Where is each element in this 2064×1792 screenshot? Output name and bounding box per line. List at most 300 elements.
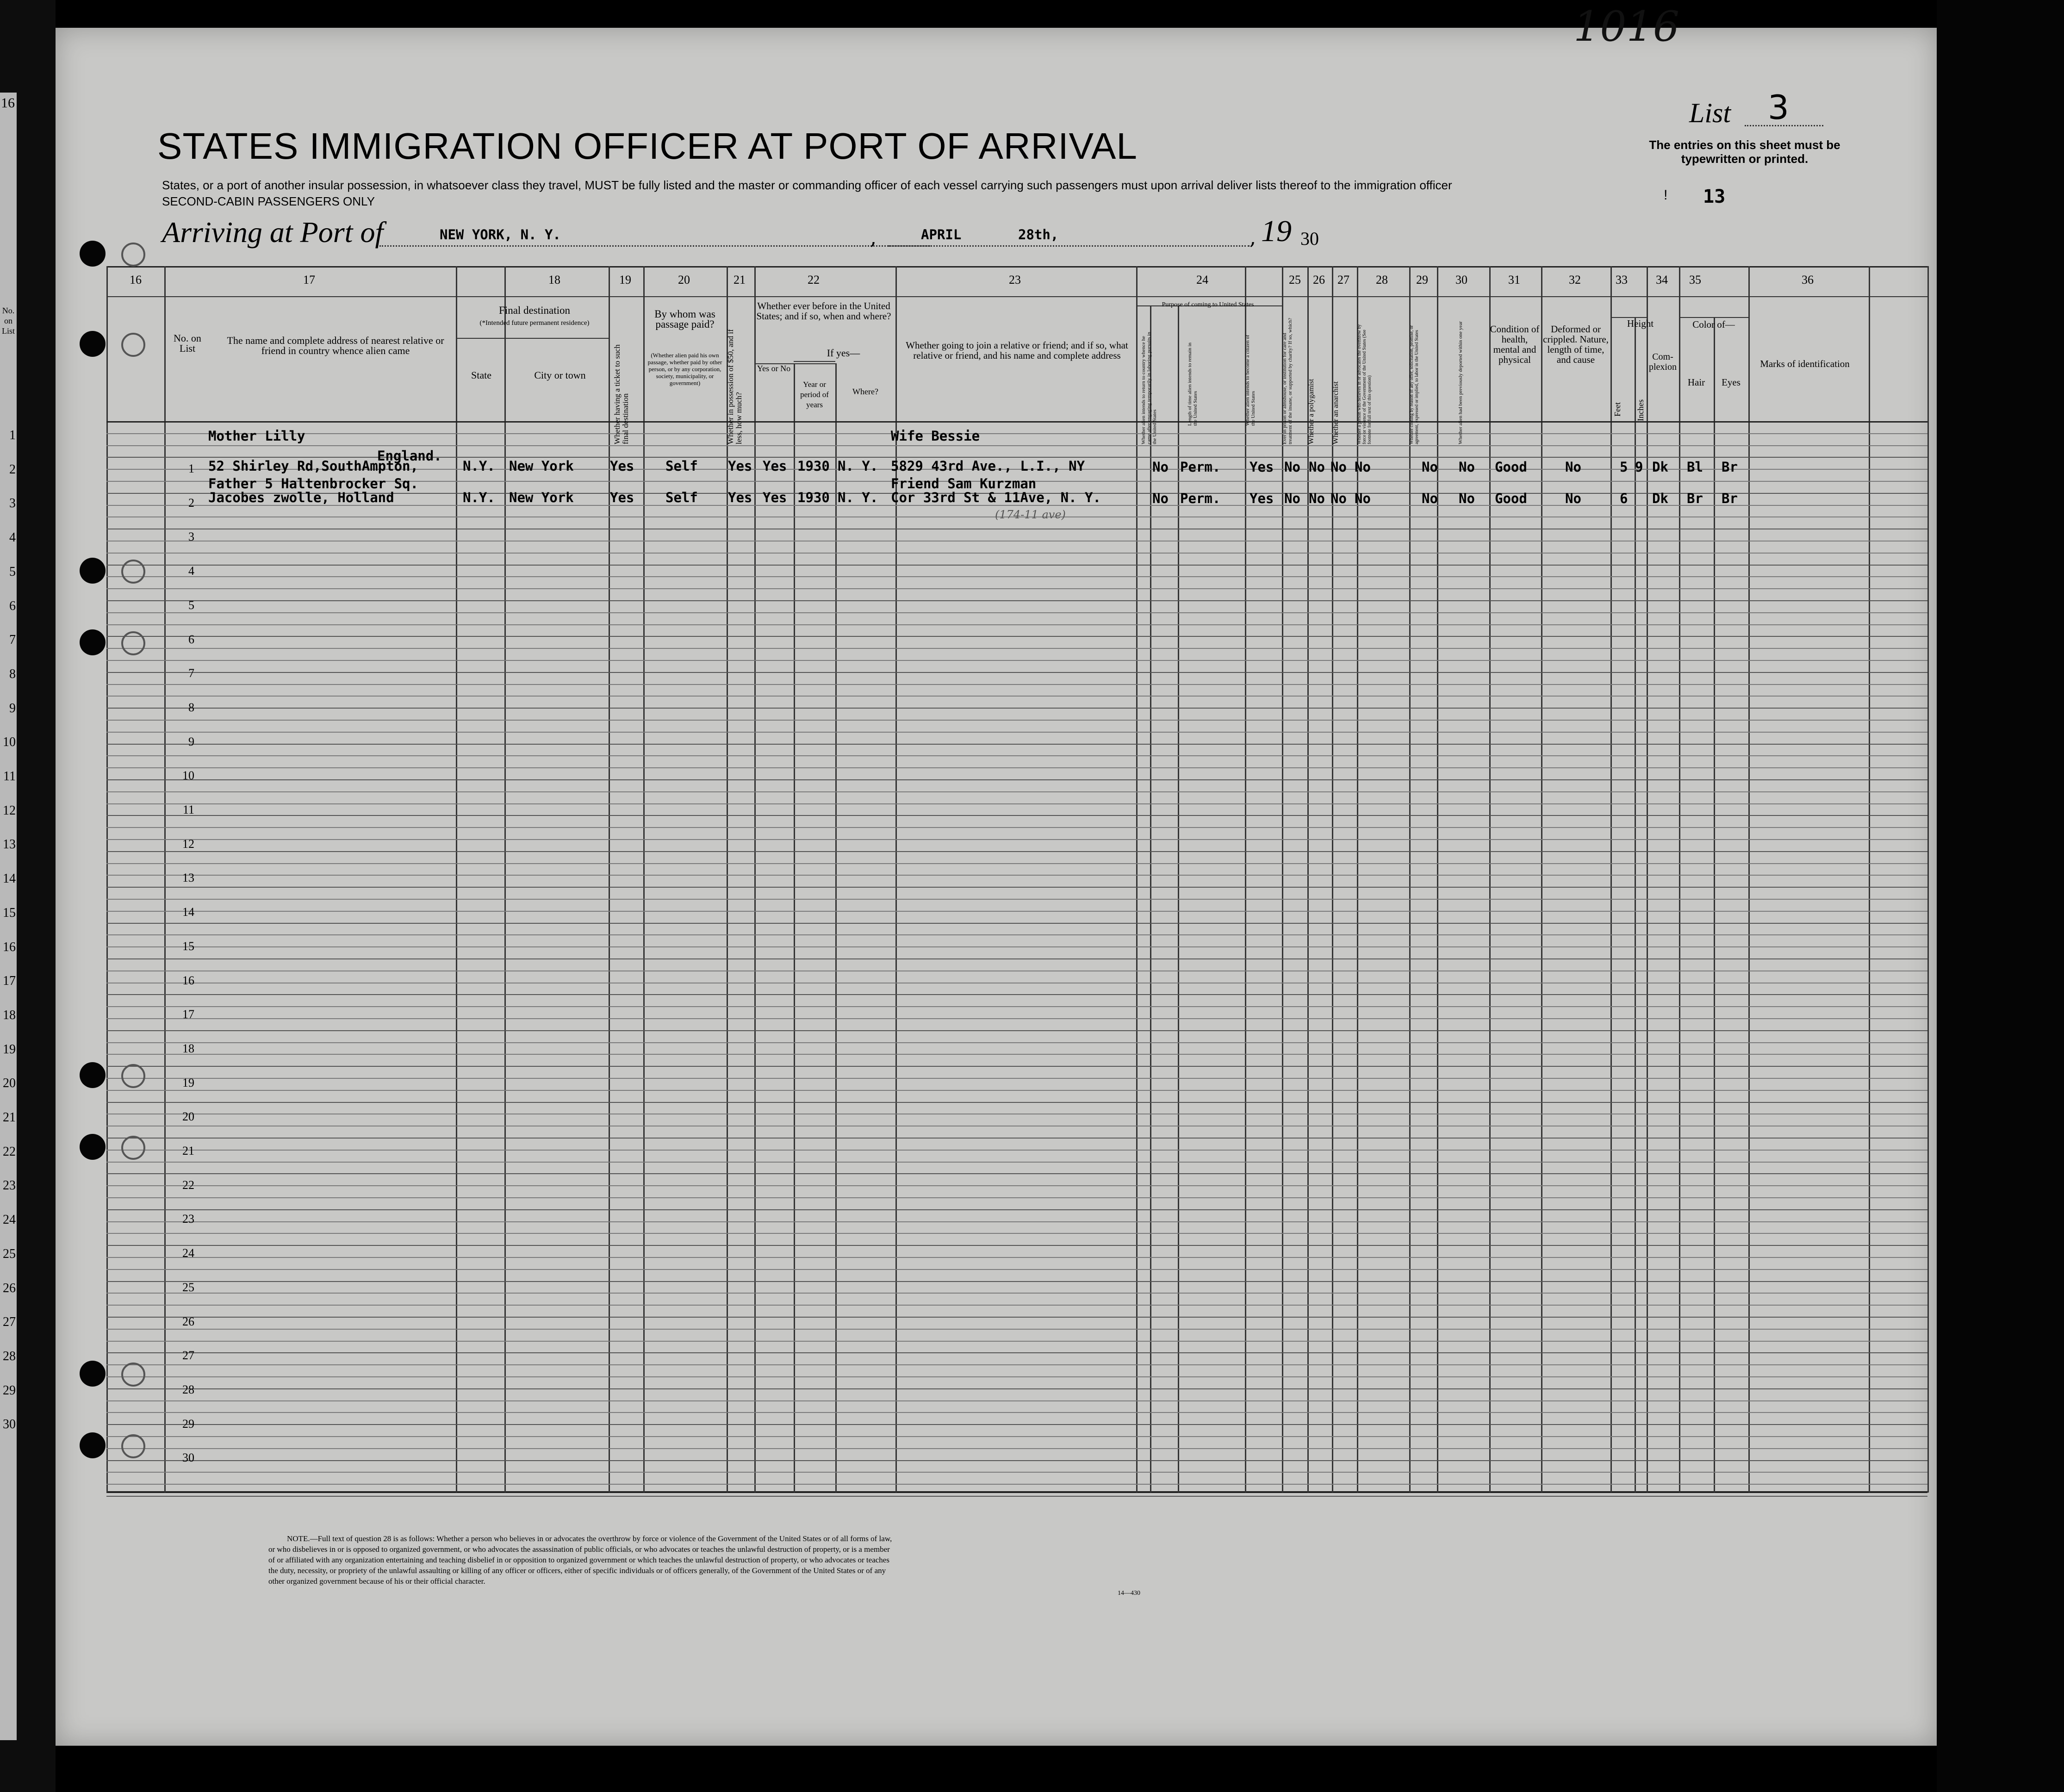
row-line bbox=[106, 1102, 1927, 1103]
binder-hole bbox=[80, 1062, 106, 1088]
previous-page-edge bbox=[0, 93, 17, 1740]
left-page-row-number: 3 bbox=[9, 496, 16, 511]
binder-hole-ring bbox=[121, 1064, 145, 1088]
subheader-divider bbox=[456, 338, 609, 339]
row-line bbox=[106, 958, 1927, 959]
row-line bbox=[106, 1436, 1927, 1437]
footnote-line-1: NOTE.—Full text of question 28 is as follows: Whether a person who believes in or advocates the overthrow by force or violence of the Government of the United States or of all forms of law, bbox=[287, 1534, 892, 1543]
header-final-destination: Final destination bbox=[499, 305, 570, 316]
header-anarchist: Whether an anarchist bbox=[1332, 381, 1340, 444]
column-number: 31 bbox=[1508, 273, 1520, 286]
row-line bbox=[106, 612, 1927, 613]
column-divider bbox=[1136, 266, 1138, 1493]
row-line bbox=[106, 1424, 1927, 1425]
row-number: 15 bbox=[182, 939, 194, 953]
paid-by-value: Self bbox=[665, 490, 698, 505]
q29-value: No bbox=[1422, 459, 1438, 475]
left-page-row-number: 4 bbox=[9, 530, 16, 545]
binder-hole bbox=[80, 629, 106, 655]
binder-hole-ring bbox=[121, 631, 145, 655]
health-value: Good bbox=[1495, 459, 1527, 475]
city-value: New York bbox=[509, 458, 574, 474]
left-page-row-number: 26 bbox=[3, 1281, 16, 1295]
header-ticket: Whether having a ticket to such final destination bbox=[613, 344, 630, 444]
header-city: City or town bbox=[534, 369, 586, 381]
row-number: 28 bbox=[182, 1382, 194, 1396]
header-paid-by: By whom was passage paid? bbox=[654, 308, 715, 330]
complexion-value: Dk bbox=[1652, 459, 1668, 475]
row-line bbox=[106, 887, 1927, 888]
joining-line-1: Wife Bessie bbox=[891, 428, 980, 444]
column-number-divider bbox=[106, 296, 1927, 297]
column-divider bbox=[1541, 266, 1542, 1493]
column-divider bbox=[754, 266, 756, 1493]
column-divider bbox=[1679, 266, 1680, 1493]
header-relative-address: The name and complete address of nearest relative or friend in country whence alien came bbox=[227, 335, 444, 356]
row-line bbox=[106, 1305, 1927, 1306]
row-line bbox=[106, 1066, 1927, 1067]
row-line bbox=[106, 1245, 1927, 1246]
row-line bbox=[106, 1448, 1927, 1449]
column-number: 29 bbox=[1416, 273, 1428, 286]
row-line bbox=[106, 708, 1927, 709]
header-joining: Whether going to join a relative or friend; and if so, what relative or friend, and his name and complete address bbox=[906, 340, 1128, 361]
left-page-row-number: 8 bbox=[9, 666, 16, 681]
column-divider bbox=[835, 363, 837, 1493]
year-suffix: 30 bbox=[1300, 228, 1319, 249]
header-complexion: Com- plexion bbox=[1649, 352, 1677, 372]
row-line bbox=[106, 1018, 1927, 1019]
year-value: 1930 bbox=[797, 490, 830, 505]
polygamist-value: No bbox=[1309, 491, 1325, 506]
header-eyes: Eyes bbox=[1722, 377, 1741, 388]
feet-value: 6 bbox=[1620, 491, 1628, 506]
inches-value: 9 bbox=[1635, 459, 1643, 475]
row-line bbox=[106, 755, 1927, 756]
row-line bbox=[106, 1317, 1927, 1318]
row-number: 19 bbox=[182, 1076, 194, 1089]
row-line bbox=[106, 624, 1927, 625]
citizen-value: Yes bbox=[1250, 491, 1274, 506]
binder-hole bbox=[80, 1134, 106, 1160]
where-value: N. Y. bbox=[838, 458, 878, 474]
column-number: 35 bbox=[1689, 273, 1701, 286]
date-underline bbox=[889, 244, 1250, 247]
column-number: 19 bbox=[619, 273, 631, 286]
row-line bbox=[106, 433, 1927, 434]
header-year-period: Year or period of years bbox=[800, 380, 829, 409]
row-number: 10 bbox=[182, 769, 194, 783]
state-value: N.Y. bbox=[463, 458, 495, 474]
row-line bbox=[106, 791, 1927, 792]
table-bottom-border bbox=[106, 1491, 1927, 1493]
ever-before-value: Yes bbox=[763, 458, 787, 474]
header-q30: Whether alien had been previously deported within one year bbox=[1458, 321, 1463, 444]
list-label: List bbox=[1689, 98, 1731, 128]
column-divider bbox=[609, 266, 610, 1493]
binder-hole-ring bbox=[121, 560, 145, 584]
column-divider bbox=[1409, 266, 1411, 1493]
header-q29: Whether coming by reason of any offer, solicitation, promise, or agreement, expressed or implied, to labor in the United States bbox=[1409, 325, 1419, 444]
form-number: 14—430 bbox=[1118, 1590, 1140, 1597]
column-divider bbox=[1489, 266, 1491, 1493]
complexion-value: Dk bbox=[1652, 491, 1668, 506]
column-divider bbox=[1437, 266, 1438, 1493]
header-purpose: Purpose of coming to United States bbox=[1162, 301, 1254, 308]
length-value: Perm. bbox=[1180, 491, 1221, 506]
column-divider bbox=[1869, 266, 1870, 1493]
row-line bbox=[106, 1388, 1927, 1389]
header-yes-or-no: Yes or No bbox=[757, 364, 791, 373]
column-divider bbox=[164, 266, 166, 1493]
row-number: 6 bbox=[188, 632, 194, 646]
prison-value: No bbox=[1284, 459, 1300, 475]
column-number: 18 bbox=[548, 273, 560, 286]
column-number: 26 bbox=[1313, 273, 1325, 286]
left-page-row-number: 12 bbox=[3, 803, 16, 818]
left-page-row-number: 14 bbox=[3, 871, 16, 886]
row-line bbox=[106, 553, 1927, 554]
left-page-row-number: 28 bbox=[3, 1349, 16, 1363]
left-page-row-number: 7 bbox=[9, 633, 16, 647]
where-value: N. Y. bbox=[838, 490, 878, 505]
row-line bbox=[106, 1484, 1927, 1485]
header-fifty-dollars: Whether in possession of $50, and if less, how much? bbox=[726, 329, 743, 444]
scanner-background-right bbox=[1937, 0, 2064, 1792]
row-line bbox=[106, 1221, 1927, 1222]
page-title: STATES IMMIGRATION OFFICER AT PORT OF ARRIVAL bbox=[157, 125, 1138, 167]
row-line bbox=[106, 1138, 1927, 1139]
row-line bbox=[106, 576, 1927, 577]
row-line bbox=[106, 648, 1927, 649]
row-line bbox=[106, 1233, 1927, 1234]
left-page-row-number: 11 bbox=[3, 769, 16, 784]
row-line bbox=[106, 445, 1927, 446]
row-number: 7 bbox=[188, 666, 194, 680]
subheader-divider bbox=[794, 361, 835, 362]
row-line bbox=[106, 1078, 1927, 1079]
column-divider bbox=[1282, 266, 1283, 1493]
header-purpose-return: Whether alien intends to return to country whence he came after engaging temporarily in laboring pursuits in the United States bbox=[1141, 332, 1157, 444]
row-number: 30 bbox=[182, 1451, 194, 1465]
row-line bbox=[106, 744, 1927, 745]
row-number: 2 bbox=[188, 496, 194, 510]
column-divider bbox=[895, 266, 897, 1493]
health-value: Good bbox=[1495, 491, 1527, 506]
column-number: 22 bbox=[808, 273, 820, 286]
state-value: N.Y. bbox=[463, 490, 495, 505]
header-feet: Feet bbox=[1613, 402, 1622, 417]
row-line bbox=[106, 588, 1927, 589]
left-page-row-number: 9 bbox=[9, 701, 16, 716]
row-line bbox=[106, 911, 1927, 912]
row-line bbox=[106, 1400, 1927, 1401]
column-number: 24 bbox=[1196, 273, 1208, 286]
row-line bbox=[106, 1257, 1927, 1258]
binder-hole bbox=[80, 1361, 106, 1387]
column-number: 20 bbox=[678, 273, 690, 286]
row-number: 1 bbox=[188, 462, 194, 475]
left-page-row-number: 19 bbox=[3, 1042, 16, 1057]
column-number: 27 bbox=[1337, 273, 1349, 286]
column-number: 30 bbox=[1455, 273, 1467, 286]
typewritten-note: The entries on this sheet must be typewritten or printed. bbox=[1649, 138, 1840, 166]
joining-line-2: 5829 43rd Ave., L.I., NY bbox=[891, 458, 1085, 474]
row-line bbox=[106, 827, 1927, 828]
header-height: Height bbox=[1627, 318, 1654, 329]
header-hair: Hair bbox=[1687, 377, 1705, 388]
left-page-row-number: 13 bbox=[3, 837, 16, 852]
header-color-of: Color of— bbox=[1692, 319, 1735, 330]
q28-value: No bbox=[1355, 491, 1371, 506]
binder-hole-ring bbox=[121, 333, 145, 357]
column-number: 16 bbox=[130, 273, 142, 286]
column-number: 32 bbox=[1569, 273, 1581, 286]
row-line bbox=[106, 934, 1927, 935]
header-polygamist: Whether a polygamist bbox=[1307, 379, 1315, 444]
list-number: 3 bbox=[1768, 88, 1789, 127]
row-number: 8 bbox=[188, 700, 194, 714]
arriving-label: Arriving at Port of bbox=[162, 216, 384, 249]
eyes-value: Br bbox=[1722, 491, 1738, 506]
left-page-row-number: 20 bbox=[3, 1076, 16, 1091]
notice-line-1: States, or a port of another insular possession, in whatsoever class they travel, MUST be fully listed and the master or commanding officer of each vessel carrying such passengers must upon arrival deliver lists thereof to the immigration officer bbox=[162, 178, 1452, 192]
row-line bbox=[106, 600, 1927, 601]
row-number: 11 bbox=[182, 803, 194, 816]
column-divider bbox=[1647, 266, 1648, 1493]
row-line bbox=[106, 923, 1927, 924]
notice-line-2: SECOND-CABIN PASSENGERS ONLY bbox=[162, 194, 375, 208]
row-line bbox=[106, 994, 1927, 995]
left-page-row-number: 24 bbox=[3, 1213, 16, 1227]
row-line bbox=[106, 1054, 1927, 1055]
row-line bbox=[106, 1173, 1927, 1174]
row-line bbox=[106, 1269, 1927, 1270]
row-line bbox=[106, 565, 1927, 566]
row-number: 21 bbox=[182, 1144, 194, 1157]
header-deformed: Deformed or crippled. Nature, length of time, and cause bbox=[1543, 324, 1609, 365]
manifest-sheet bbox=[56, 2, 1937, 1746]
left-page-row-number: 6 bbox=[9, 598, 16, 613]
binder-hole-ring bbox=[121, 1136, 145, 1160]
column-number: 28 bbox=[1376, 273, 1388, 286]
left-page-row-number: 21 bbox=[3, 1110, 16, 1125]
row-line bbox=[106, 1412, 1927, 1413]
row-line bbox=[106, 636, 1927, 637]
header-condition: Condition of health, mental and physical bbox=[1490, 324, 1540, 365]
column-divider bbox=[1357, 266, 1358, 1493]
anarchist-value: No bbox=[1330, 491, 1347, 506]
row-number: 27 bbox=[182, 1349, 194, 1363]
comma-separator-2: , bbox=[1250, 226, 1256, 249]
column-divider bbox=[1748, 266, 1750, 1493]
year-prefix: 19 bbox=[1261, 214, 1292, 248]
header-paid-by-sub: (Whether alien paid his own passage, whether paid by other person, or by any corporation, society, municipality, or government) bbox=[647, 352, 722, 386]
paid-by-value: Self bbox=[665, 458, 698, 474]
binder-hole-ring bbox=[121, 1434, 145, 1458]
row-number: 26 bbox=[182, 1314, 194, 1328]
column-divider bbox=[504, 266, 506, 1493]
left-page-col-number: 16 bbox=[1, 95, 15, 111]
sheet-mark: ! bbox=[1664, 187, 1668, 203]
column-divider bbox=[1927, 266, 1929, 1493]
row-line bbox=[106, 1162, 1927, 1163]
column-number: 17 bbox=[303, 273, 315, 286]
row-number: 16 bbox=[182, 973, 194, 987]
row-number: 22 bbox=[182, 1178, 194, 1192]
prison-value: No bbox=[1284, 491, 1300, 506]
footnote-line-4: the duty, necessity, or propriety of the unlawful assaulting or killing of any officer or officers, either of specific individuals or of officers generally, of the Government of the United States or of any bbox=[268, 1566, 886, 1575]
left-page-row-number: 1 bbox=[9, 428, 16, 442]
row-number: 4 bbox=[188, 564, 194, 578]
column-number: 34 bbox=[1656, 273, 1668, 286]
left-page-row-number: 17 bbox=[3, 974, 16, 989]
row-line bbox=[106, 696, 1927, 697]
left-page-row-number: 23 bbox=[3, 1178, 16, 1193]
left-page-header: No. on List bbox=[1, 306, 15, 336]
row-line bbox=[106, 803, 1927, 804]
eyes-value: Br bbox=[1722, 459, 1738, 475]
column-number: 25 bbox=[1289, 273, 1301, 286]
binder-hole-ring bbox=[121, 243, 145, 267]
row-number: 3 bbox=[188, 530, 194, 544]
row-line bbox=[106, 1293, 1927, 1294]
row-line bbox=[106, 1352, 1927, 1353]
anarchist-value: No bbox=[1330, 459, 1347, 475]
row-number: 25 bbox=[182, 1280, 194, 1294]
relative-line-2: Jacobes zwolle, Holland bbox=[208, 490, 394, 505]
header-if-yes: If yes— bbox=[827, 347, 860, 359]
subheader-divider bbox=[1679, 317, 1748, 318]
row-line bbox=[106, 684, 1927, 685]
handwritten-stamp-number: 1016 bbox=[1573, 2, 1680, 51]
joining-line-2: Cor 33rd St & 11Ave, N. Y. bbox=[891, 490, 1101, 505]
year-value: 1930 bbox=[797, 458, 830, 474]
header-purpose-citizen: Whether alien intends to become a citizen of the United States bbox=[1245, 335, 1256, 426]
row-line bbox=[106, 732, 1927, 733]
port-value: NEW YORK, N. Y. bbox=[440, 227, 561, 243]
row-line bbox=[106, 1042, 1927, 1043]
row-number: 5 bbox=[188, 598, 194, 612]
row-number: 20 bbox=[182, 1110, 194, 1124]
fifty-value: Yes bbox=[728, 490, 752, 505]
header-no-on-list: No. on List bbox=[174, 332, 201, 354]
header-divider bbox=[106, 421, 1927, 423]
column-divider bbox=[643, 266, 645, 1493]
row-number: 14 bbox=[182, 905, 194, 919]
row-line bbox=[106, 1460, 1927, 1461]
port-underline bbox=[379, 244, 930, 247]
row-line bbox=[106, 1209, 1927, 1210]
left-page-row-number: 10 bbox=[3, 735, 16, 750]
q30-value: No bbox=[1459, 459, 1475, 475]
column-number: 21 bbox=[734, 273, 746, 286]
row-number: 23 bbox=[182, 1212, 194, 1226]
q29-value: No bbox=[1422, 491, 1438, 506]
row-line bbox=[106, 767, 1927, 768]
row-number: 18 bbox=[182, 1041, 194, 1055]
hair-value: Bl bbox=[1687, 459, 1703, 475]
fifty-value: Yes bbox=[728, 458, 752, 474]
city-value: New York bbox=[509, 490, 574, 505]
length-value: Perm. bbox=[1180, 459, 1221, 475]
row-number: 29 bbox=[182, 1417, 194, 1431]
handwritten-address-note: (174-11 ave) bbox=[995, 508, 1066, 521]
feet-value: 5 bbox=[1620, 459, 1628, 475]
return-value: No bbox=[1152, 459, 1169, 475]
joining-line-1: Friend Sam Kurzman bbox=[891, 476, 1037, 492]
row-line bbox=[106, 1150, 1927, 1151]
left-page-row-number: 15 bbox=[3, 905, 16, 920]
column-divider bbox=[794, 363, 795, 1493]
row-line bbox=[106, 851, 1927, 852]
row-line bbox=[106, 1496, 1927, 1497]
binder-hole bbox=[80, 558, 106, 584]
row-line bbox=[106, 1329, 1927, 1330]
left-page-row-number: 5 bbox=[9, 564, 16, 579]
row-line bbox=[106, 720, 1927, 721]
left-page-row-number: 18 bbox=[3, 1008, 16, 1022]
column-divider bbox=[727, 266, 728, 1493]
column-number: 36 bbox=[1802, 273, 1814, 286]
month-value: APRIL bbox=[921, 227, 962, 243]
q30-value: No bbox=[1459, 491, 1475, 506]
sheet-number: 13 bbox=[1703, 186, 1726, 207]
row-line bbox=[106, 779, 1927, 780]
row-line bbox=[106, 1341, 1927, 1342]
left-page-row-number: 16 bbox=[3, 940, 16, 954]
row-line bbox=[106, 1364, 1927, 1365]
relative-line-2: England. bbox=[377, 448, 442, 464]
row-line bbox=[106, 1185, 1927, 1186]
row-line bbox=[106, 875, 1927, 876]
left-page-row-number: 22 bbox=[3, 1144, 16, 1159]
header-prison: Ever in prison or almshouse, or institution for care and treatment of the insane, or supported by charity? If so, which? bbox=[1282, 317, 1293, 444]
row-line bbox=[106, 839, 1927, 840]
row-line bbox=[106, 1281, 1927, 1282]
column-number: 33 bbox=[1616, 273, 1628, 286]
row-line bbox=[106, 1090, 1927, 1091]
header-where: Where? bbox=[852, 387, 878, 396]
column-divider bbox=[1610, 266, 1612, 1493]
row-number: 12 bbox=[182, 837, 194, 851]
deformed-value: No bbox=[1565, 459, 1581, 475]
column-divider bbox=[1332, 266, 1333, 1493]
comma-separator: , bbox=[870, 226, 877, 249]
row-line bbox=[106, 815, 1927, 816]
ticket-value: Yes bbox=[610, 458, 634, 474]
footnote-line-2: or who disbelieves in or is opposed to organized government, or who advocates the assassination of public officials, or who advocates or teaches the unlawful destruction of property, or is a member bbox=[268, 1545, 890, 1554]
left-page-row-number: 27 bbox=[3, 1315, 16, 1330]
row-number: 13 bbox=[182, 871, 194, 885]
day-value: 28th, bbox=[1018, 227, 1059, 243]
column-number: 23 bbox=[1009, 273, 1021, 286]
row-line bbox=[106, 1006, 1927, 1007]
column-divider bbox=[1307, 266, 1309, 1493]
footnote-line-5: other organized government because of his or their official character. bbox=[268, 1577, 485, 1586]
left-page-row-number: 30 bbox=[3, 1417, 16, 1432]
ever-before-value: Yes bbox=[763, 490, 787, 505]
return-value: No bbox=[1152, 491, 1169, 506]
column-divider bbox=[456, 266, 457, 1493]
ticket-value: Yes bbox=[610, 490, 634, 505]
row-number: 24 bbox=[182, 1246, 194, 1260]
binder-hole bbox=[80, 331, 106, 357]
column-divider bbox=[106, 266, 108, 1493]
row-line bbox=[106, 863, 1927, 864]
row-line bbox=[106, 1472, 1927, 1473]
row-line bbox=[106, 1376, 1927, 1377]
